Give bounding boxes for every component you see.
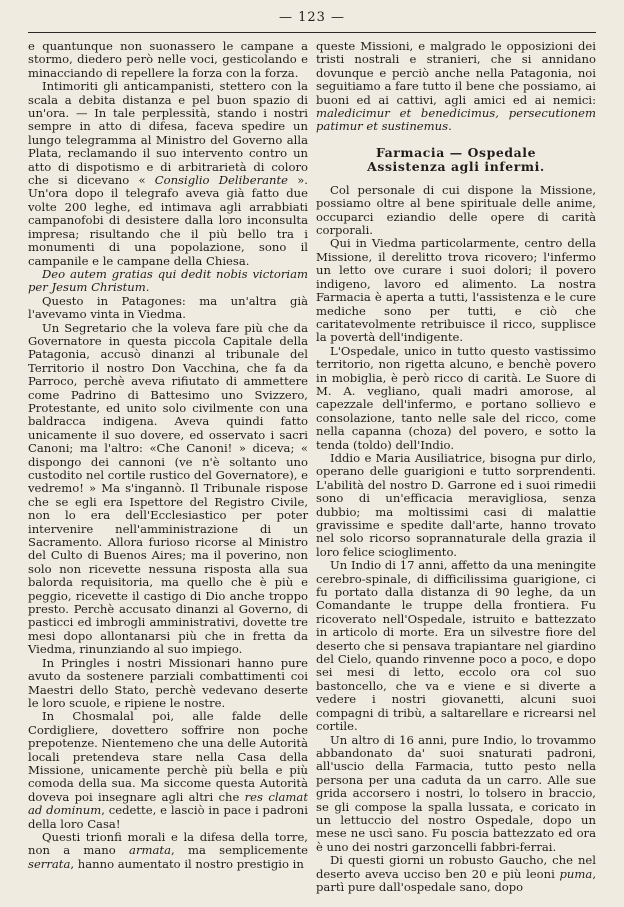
paragraph: queste Missioni, e malgrado le opposizioni dei tristi nostrali e stranieri, che si annidano dovunque e perciò anche nella Patagonia, noi seguitiamo a fare tutto il bene che possiamo, ai buoni ed ai cattivi, agli amici ed ai nemici: maledicimur et benedicimus, persecutionem patimur et sustinemus. — [316, 39, 596, 134]
paragraph: In Pringles i nostri Missionari hanno pure avuto da sostenere parziali combattimenti coi Maestri dello Stato, perchè vedevano deserte le loro scuole, e ripiene le nostre. — [28, 655, 308, 710]
paragraph: Un altro di 16 anni, pure Indio, lo trovammo abbandonato da' suoi snaturati padroni, all'uscio della Farmacia, tutto pesto nella persona per una caduta da un carro. Alle sue grida accorsero i nostri, lo tolsero in braccio, se gli compose la spalla lussata, e coricato in un lettuccio del nostro Ospedale, dopo un mese ne uscì sano. Fu poscia battezzato ed ora è uno dei nostri garzoncelli fabbri-ferrai. — [316, 732, 596, 854]
left-column — [28, 40, 308, 871]
paragraph: L'Ospedale, unico in tutto questo vastissimo territorio, non rigetta alcuno, e benchè povero in mobiglia, è però ricco di carità. Le Suore di M. A. vegliano, quali madri amorose, al capezzale dell'infermo, e portano sollievo e consolazione, tanto nelle sale del ricco, come nella capanna (choza) del povero, e sotto la tenda (toldo) dell'Indio. — [316, 343, 596, 452]
paragraph: Deo autem gratias qui dedit nobis victoriam per Jesum Christum. — [28, 266, 308, 295]
paragraph: Un Indio di 17 anni, affetto da una meningite cerebro-spinale, di difficilissima guarigione, ci fu portato dalla distanza di 90 leghe, da un Comandante le truppe della frontiera. Fu ricoverato nell'Ospedale, istruito e battezzato in articolo di morte. Era un silvestre fiore del deserto che si pensava trapiantare nel giardino del Cielo, quando rinvenne poco a poco, e dopo sei mesi di letto, eccolo ora col suo bastoncello, che va e viene e si diverte a vedere i nostri giovanetti, alcuni suoi compagni di tribù, a saltarellare e ricrearsi nel cortile. — [316, 558, 596, 734]
paragraph: Di questi giorni un robusto Gaucho, che nel deserto aveva ucciso ben 20 e più leoni puma, partì pure dall'ospedale sano, dopo — [316, 853, 596, 894]
paragraph: Questi trionfi morali e la difesa della torre, non a mano armata, ma semplicemente serrata, hanno aumentato il nostro prestigio in — [28, 829, 308, 871]
right-column — [316, 40, 596, 894]
paragraph: In Chosmalal poi, alle falde delle Cordigliere, dovettero soffrire non poche prepotenze. Nientemeno che una delle Autorità locali pretendeva stare nella Casa della Missione, unicamente perchè più bella e più comoda della sua. Ma siccome questa Autorità doveva poi insegnare agli altri che res clamat ad dominum, cedette, e lasciò in pace i padroni della loro Casa! — [28, 709, 308, 831]
page-number: — 123 — — [278, 10, 346, 25]
paragraph: Un Segretario che la voleva fare più che da Governatore in questa piccola Capitale della Patagonia, accusò dinanzi al tribunale del Territorio il nostro Don Vacchina, che fa da Parroco, perchè aveva rifiutato di ammettere come Padrino di Battesimo uno Svizzero, Protestante, ed unito solo civilmente con una baldracca indigena. Aveva quindi fatto unicamente il suo dovere, ed osservato i sacri Canoni; ma l'altro: «Che Canoni! » diceva; « dispongo dei cannoni (ve n'è soltanto uno custodito nel cortile rustico del Governatore), e vedremo! » Ma s'ingannò. Il Tribunale rispose che se egli era Ispettore del Registro Civile, non lo era dell'Ecclesiastico per poter intervenire nell'amministrazione di un Sacramento. Allora furioso ricorse al Ministro del Culto di Buenos Aires; ma il poverino, non solo non ricevette nessuna risposta alla sua balorda requisitoria, ma quello che è più e peggio, ricevette il castigo di Dio anche troppo presto. Perchè accusato dinanzi al Governo, di pasticci ed imbrogli amministrativi, dovette tre mesi dopo allontanarsi più che in fretta da Viedma, rinunziando al suo impiego. — [28, 320, 308, 657]
section-heading — [316, 146, 596, 174]
paragraph: Intimoriti gli anticampanisti, stettero con la scala a debita distanza e pel buon spazio di un'ora. — In tale perplessità, stando i nostri sempre in atto di difesa, faceva spedire un lungo telegramma al Ministro del Governo alla Plata, reclamando il suo intervento contro un atto di dispotismo e di arbitrarietà di coloro che si dicevano « Consiglio Deliberante ». Un'ora dopo il telegrafo aveva già fatto due volte 200 leghe, ed intimava agli arrabbiati campanofobi di desistere dalla loro inconsulta impresa; risultando che il più bello tra i monumenti di una popolazione, sono il campanile e le campane della Chiesa. — [28, 79, 308, 268]
paragraph: Questo in Patagones: ma un'altra già l'avevamo vinta in Viedma. — [28, 293, 308, 322]
paragraph: e quantunque non suonassero le campane a stormo, diedero però nelle voci, gesticolando e minacciando di repellere la forza con la forza. — [28, 39, 308, 80]
paragraph: Iddio e Maria Ausiliatrice, bisogna pur dirlo, operano delle guarigioni e tutto sorprendenti. L'abilità del nostro D. Garrone ed i suoi rimedii sono di un'efficacia meravigliosa, senza dubbio; ma moltissimi casi di malattie gravissime e spedite dall'arte, hanno trovato nel solo ricorso soprannaturale della grazia il loro felice scioglimento. — [316, 450, 596, 559]
section-heading-line: Farmacia — Ospedale — [375, 144, 537, 160]
paragraph: Col personale di cui dispone la Missione, possiamo oltre al bene spirituale delle anime, occuparci eziandio delle opere di carità corporali. — [316, 182, 596, 238]
section-heading-line: Assistenza agli infermi. — [367, 158, 545, 174]
paragraph: Qui in Viedma particolarmente, centro della Missione, il derelitto trova ricovero; l'infermo un letto ove curare i suoi dolori; il povero indigeno, lavoro ed alimento. La nostra Farmacia è aperta a tutti, l'assistenza e le cure mediche sono per tutti, e ciò che caritatevolmente retribuisce il ricco, supplisce la povertà dell'indigente. — [316, 236, 596, 345]
header-rule — [28, 32, 596, 33]
